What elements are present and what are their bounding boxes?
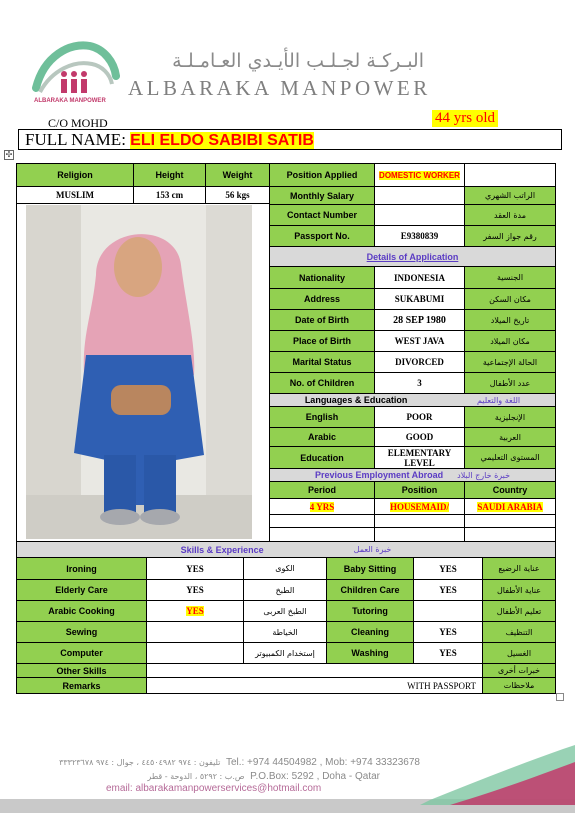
skill-value-2-text: YES	[439, 585, 457, 595]
employment-empty-row-1b	[374, 514, 465, 528]
employment-header-ar: خبرة خارج البلاد	[457, 470, 511, 480]
english-label: English	[269, 406, 375, 428]
dob-label: Date of Birth	[269, 309, 375, 331]
pob-label: Place of Birth	[269, 330, 375, 352]
nationality-value: INDONESIA	[374, 266, 465, 289]
employment-empty-row-1a	[269, 514, 375, 528]
languages-header	[269, 393, 556, 407]
marital-arabic: الحالة الإجتماعية	[464, 351, 556, 373]
footer-address	[30, 771, 380, 782]
salary-arabic: الراتب الشهري	[464, 186, 556, 205]
salary-value	[374, 186, 465, 205]
skill-value-2-text: YES	[439, 627, 457, 637]
skill-label-2: Tutoring	[326, 600, 414, 622]
children-arabic: عدد الأطفال	[464, 372, 556, 394]
arabic-value: GOOD	[374, 427, 465, 447]
skill-arabic-2: تعليم الأطفال	[482, 600, 556, 622]
details-header: Details of Application	[269, 246, 556, 267]
skill-value-2-text: YES	[439, 563, 457, 574]
contact-arabic: مدة العقد	[464, 204, 556, 226]
other-skills-arabic: خبرات أخرى	[482, 663, 556, 678]
employment-col-position: Position	[374, 481, 465, 499]
employment-header-en: Previous Employment Abroad	[314, 470, 444, 480]
religion-label: Religion	[16, 163, 134, 187]
skill-label: Arabic Cooking	[16, 600, 147, 622]
skill-value	[146, 621, 244, 643]
footer-address-en: P.O.Box: 5292 , Doha - Qatar	[250, 771, 380, 782]
skill-value	[146, 557, 244, 580]
age-badge: 44 yrs old	[432, 110, 498, 127]
passport-value: E9380839	[374, 225, 465, 247]
skill-value	[146, 600, 244, 622]
skill-arabic: الطبخ	[243, 579, 327, 601]
english-arabic: الإنجليزية	[464, 406, 556, 428]
pob-value: WEST JAVA	[374, 330, 465, 352]
logo-caption: ALBARAKA MANPOWER	[34, 98, 106, 104]
nationality-arabic: الجنسية	[464, 266, 556, 289]
languages-header-en: Languages & Education	[304, 395, 408, 405]
marital-label: Marital Status	[269, 351, 375, 373]
employment-header	[269, 468, 556, 482]
skill-label-2: Washing	[326, 642, 414, 664]
employment-col-country: Country	[464, 481, 556, 499]
skill-value-2	[413, 621, 483, 643]
children-label: No. of Children	[269, 372, 375, 394]
skill-arabic: الخياطة	[243, 621, 327, 643]
skill-label: Sewing	[16, 621, 147, 643]
skill-arabic-2: عناية الأطفال	[482, 579, 556, 601]
applicant-photo	[26, 205, 252, 539]
weight-value: 56 kgs	[205, 186, 270, 204]
footer-phone-en: Tel.: +974 44504982 , Mob: +974 33323678	[225, 757, 420, 768]
address-label: Address	[269, 288, 375, 310]
address-value: SUKABUMI	[374, 288, 465, 310]
employment-country: SAUDI ARABIA	[464, 498, 556, 515]
skill-label-2: Cleaning	[326, 621, 414, 643]
skill-value-text: YES	[186, 585, 204, 595]
footer-address-ar: ص.ب : ٥٢٩٢ ، الدوحة - قطر	[147, 772, 245, 781]
skill-value-2-text: YES	[439, 648, 457, 658]
skill-value	[146, 642, 244, 664]
remarks-value: WITH PASSPORT	[146, 677, 483, 694]
albaraka-logo	[30, 36, 120, 106]
skill-arabic: إستخدام الكمبيوتر	[243, 642, 327, 664]
skills-header-en: Skills & Experience	[180, 544, 264, 555]
skill-arabic-2: الغسيل	[482, 642, 556, 664]
employment-empty-row-2a	[269, 527, 375, 542]
skill-value-text: YES	[186, 563, 204, 574]
full-name-box	[18, 129, 562, 150]
contact-value	[374, 204, 465, 226]
table-move-handle-icon[interactable]: ✣	[5, 150, 13, 159]
employment-empty-row-1c	[464, 514, 556, 528]
height-label: Height	[133, 163, 206, 187]
dob-arabic: تاريخ الميلاد	[464, 309, 556, 331]
skill-label-2: Children Care	[326, 579, 414, 601]
languages-header-ar: اللغة والتعليم	[476, 395, 521, 405]
pob-arabic: مكان الميلاد	[464, 330, 556, 352]
skill-arabic-2: عناية الرضيع	[482, 557, 556, 580]
skill-label: Elderly Care	[16, 579, 147, 601]
full-name-value: ELI ELDO SABIBI SATIB	[130, 132, 314, 149]
other-skills-label: Other Skills	[16, 663, 147, 678]
education-label: Education	[269, 446, 375, 469]
skill-label: Computer	[16, 642, 147, 664]
passport-arabic: رقم جواز السفر	[464, 225, 556, 247]
dob-value: 28 SEP 1980	[374, 309, 465, 331]
children-value: 3	[374, 372, 465, 394]
skill-arabic-2: التنظيف	[482, 621, 556, 643]
skill-value-2	[413, 579, 483, 601]
address-arabic: مكان السكن	[464, 288, 556, 310]
remarks-arabic: ملاحظات	[482, 677, 556, 694]
skill-value-text: YES	[186, 606, 204, 616]
skill-label: Ironing	[16, 557, 147, 580]
footer-email[interactable]: email: albarakamanpowerservices@hotmail.com	[106, 783, 322, 794]
full-name-label: FULL NAME	[25, 130, 122, 149]
arabic-label: Arabic	[269, 427, 375, 447]
marital-value: DIVORCED	[374, 351, 465, 373]
skills-header	[16, 541, 556, 558]
education-arabic: المستوى التعليمي	[464, 446, 556, 469]
employment-empty-row-2b	[374, 527, 465, 542]
passport-label: Passport No.	[269, 225, 375, 247]
employment-position: HOUSEMAID/	[374, 498, 465, 515]
footer-phone	[30, 757, 420, 768]
remarks-label: Remarks	[16, 677, 147, 694]
brand-name-arabic: البـركـة لجـلـب الأيـدي العـامـلـة	[172, 50, 424, 72]
skill-value	[146, 579, 244, 601]
height-value: 153 cm	[133, 186, 206, 204]
salary-label: Monthly Salary	[269, 186, 375, 205]
footer-decoration	[420, 740, 575, 805]
skill-arabic: الطبخ العربى	[243, 600, 327, 622]
skills-header-ar: خبرة العمل	[353, 545, 392, 554]
english-value: POOR	[374, 406, 465, 428]
footer-phone-ar: تليفون : ٩٧٤ ٤٤٥٠٤٩٨٢ ، جوال : ٩٧٤ ٣٣٣٢٣٦٧٨	[59, 758, 221, 767]
weight-label: Weight	[205, 163, 270, 187]
employment-period: 4 YRS	[269, 498, 375, 515]
education-value: ELEMENTARY LEVEL	[374, 446, 465, 469]
skill-value-2	[413, 557, 483, 580]
religion-value: MUSLIM	[16, 186, 134, 204]
employment-empty-row-2c	[464, 527, 556, 542]
position-applied-label: Position Applied	[269, 163, 375, 187]
employment-col-period: Period	[269, 481, 375, 499]
other-skills-value	[146, 663, 483, 678]
skill-label-2: Baby Sitting	[326, 557, 414, 580]
full-name-colon: :	[121, 130, 126, 149]
care-of-label: C/O MOHD	[48, 116, 108, 130]
contact-label: Contact Number	[269, 204, 375, 226]
table-resize-handle-icon[interactable]	[556, 693, 564, 701]
nationality-label: Nationality	[269, 266, 375, 289]
position-applied-value: DOMESTIC WORKER	[374, 163, 465, 187]
arabic-arabic: العربية	[464, 427, 556, 447]
brand-name-english: ALBARAKA MANPOWER	[128, 76, 431, 100]
skill-value-2	[413, 642, 483, 664]
skill-arabic: الكوى	[243, 557, 327, 580]
position-ar-empty	[464, 163, 556, 187]
skill-value-2	[413, 600, 483, 622]
